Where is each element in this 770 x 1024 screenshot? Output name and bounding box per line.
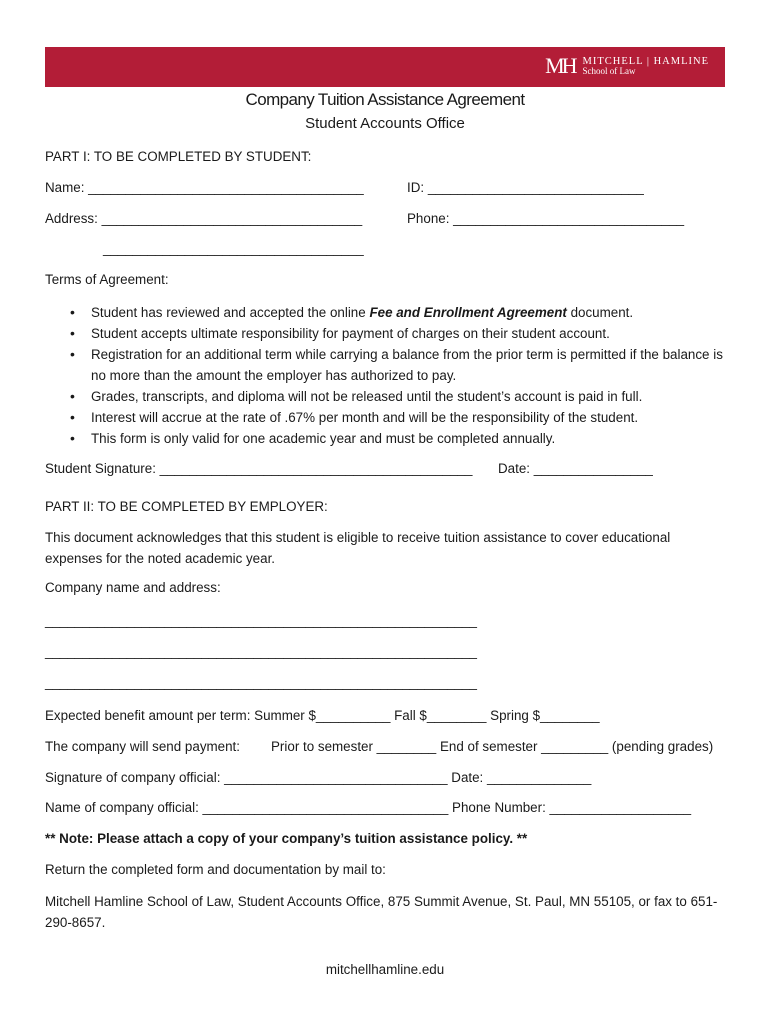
part1-heading: PART I: TO BE COMPLETED BY STUDENT: xyxy=(45,149,312,164)
term-item: • Interest will accrue at the rate of .67% per month and will be the responsibility of the student. xyxy=(70,407,730,428)
student-signature-field[interactable]: Student Signature: __________________________________________ xyxy=(45,461,473,476)
terms-list xyxy=(70,302,730,449)
phone-field[interactable]: Phone: _______________________________ xyxy=(407,211,685,226)
school-logo xyxy=(545,55,709,77)
document-title: Company Tuition Assistance Agreement xyxy=(245,90,525,109)
document-subtitle: Student Accounts Office xyxy=(305,115,465,132)
term-item: • This form is only valid for one academic year and must be completed annually. xyxy=(70,428,730,449)
acknowledgement-text: This document acknowledges that this student is eligible to receive tuition assistance to cover educational expenses for the noted academic year. xyxy=(45,530,671,566)
payment-options[interactable]: Prior to semester ________ End of semester _________ (pending grades) xyxy=(271,739,714,754)
policy-note: ** Note: Please attach a copy of your company’s tuition assistance policy. ** xyxy=(45,831,528,846)
logo-mark: MH xyxy=(545,53,575,78)
id-field[interactable]: ID: _____________________________ xyxy=(407,180,644,195)
return-label: Return the completed form and documentation by mail to: xyxy=(45,862,386,877)
student-date-field[interactable]: Date: ________________ xyxy=(498,461,653,476)
terms-heading: Terms of Agreement: xyxy=(45,272,169,287)
term-item: • Grades, transcripts, and diploma will not be released until the student’s account is paid in full. xyxy=(70,386,730,407)
logo-name: MITCHELL | HAMLINE xyxy=(582,55,709,67)
company-line-2[interactable]: __________________________________________________________ xyxy=(45,644,477,659)
mailing-address: Mitchell Hamline School of Law, Student Accounts Office, 875 Summit Avenue, St. Paul, MN 55105, or fax to 651-290-8657. xyxy=(45,894,718,930)
company-line-3[interactable]: __________________________________________________________ xyxy=(45,675,477,690)
benefit-amount-field[interactable]: Expected benefit amount per term: Summer $__________ Fall $________ Spring $________ xyxy=(45,708,600,723)
company-line-1[interactable]: __________________________________________________________ xyxy=(45,613,477,628)
official-signature-field[interactable]: Signature of company official: ______________________________ Date: ______________ xyxy=(45,770,592,785)
official-name-field[interactable]: Name of company official: _________________________________ Phone Number: ___________________ xyxy=(45,800,692,815)
term-item: • Student has reviewed and accepted the online Fee and Enrollment Agreement document. xyxy=(70,302,730,323)
name-field[interactable]: Name: _____________________________________ xyxy=(45,180,364,195)
header-banner xyxy=(45,47,725,87)
company-label: Company name and address: xyxy=(45,580,221,595)
footer-website: mitchellhamline.edu xyxy=(325,962,445,977)
term-item: • Student accepts ultimate responsibility for payment of charges on their student account. xyxy=(70,323,730,344)
part2-heading: PART II: TO BE COMPLETED BY EMPLOYER: xyxy=(45,499,328,514)
address-line-2[interactable]: ___________________________________ xyxy=(103,241,364,256)
term-item: • Registration for an additional term while carrying a balance from the prior term is permitted if the balance is no more than the amount the employer has authorized to pay. xyxy=(70,344,730,386)
logo-subtitle: School of Law xyxy=(582,65,636,76)
payment-label: The company will send payment: xyxy=(45,739,241,754)
address-field[interactable]: Address: ___________________________________ xyxy=(45,211,363,226)
